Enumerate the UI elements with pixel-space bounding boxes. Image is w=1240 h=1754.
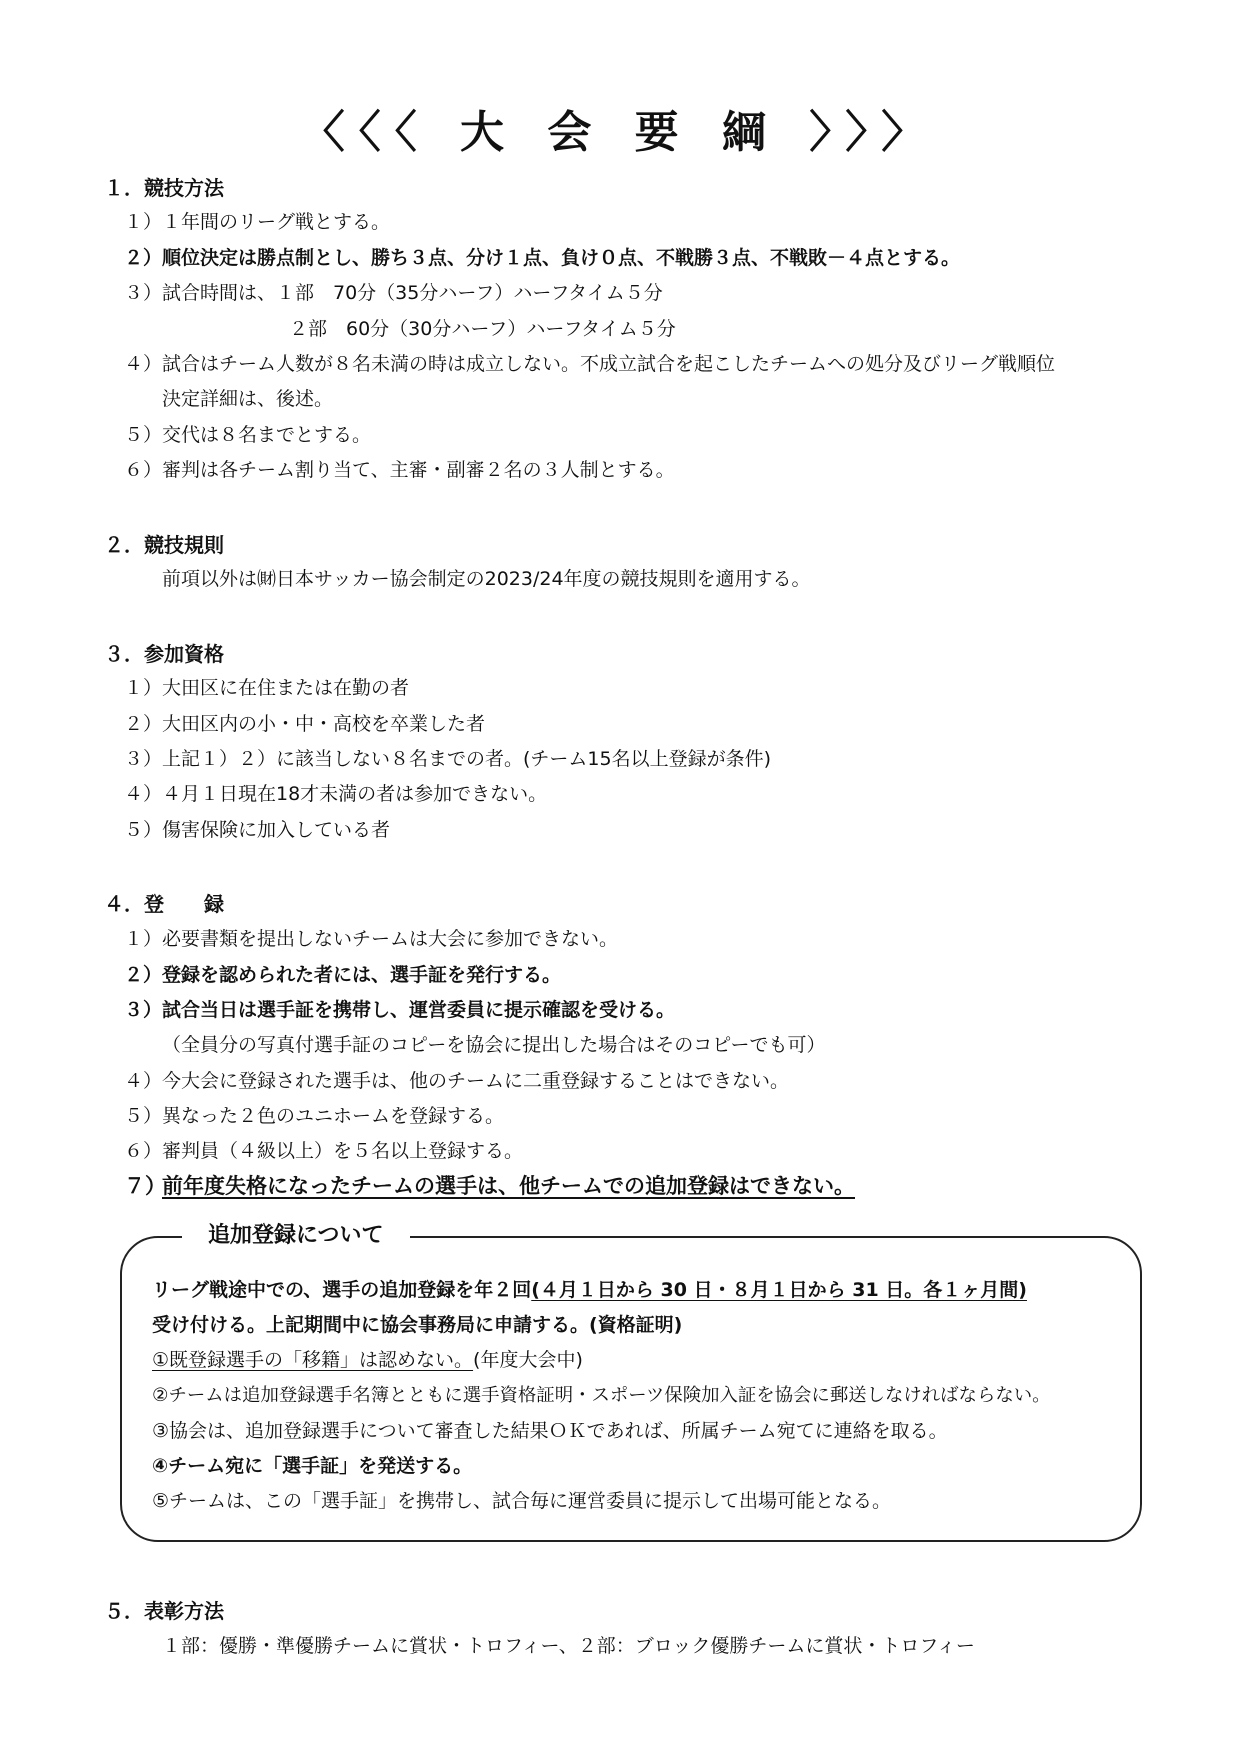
box-line-emphasis: ①既登録選手の「移籍」は認めない。 [152,1349,474,1371]
list-item: ２部 60分（30分ハーフ）ハーフタイム５分 [289,318,676,340]
list-item-emphasis: 前年度失格になったチームの選手は、他チームでの追加登録はできない。 [162,1174,855,1198]
paragraph: １部：優勝・準優勝チームに賞状・トロフィー、２部：ブロック優勝チームに賞状・トロフィー [162,1635,975,1657]
box-line: ⑤チームは、この「選手証」を携帯し、試合毎に運営委員に提示して出場可能となる。 [152,1490,892,1512]
list-item: ６）審判員（４級以上）を５名以上登録する。 [124,1140,524,1162]
list-item: ６）審判は各チーム割り当て、主審・副審２名の３人制とする。 [124,459,675,481]
list-item: ５）異なった２色のユニホームを登録する。 [124,1105,505,1127]
box-line [152,1348,583,1372]
box-line: 受け付ける。上記期間中に協会事務局に申請する。(資格証明) [152,1314,683,1336]
list-item: ５）傷害保険に加入している者 [124,819,391,841]
box-line: ③協会は、追加登録選手について審査した結果ＯＫであれば、所属チーム宛てに連絡を取る。 [152,1420,948,1442]
list-item: １）必要書類を提出しないチームは大会に参加できない。 [124,928,619,950]
list-item: （全員分の写真付選手証のコピーを協会に提出した場合はそのコピーでも可） [162,1034,826,1056]
box-line: ②チームは追加登録選手名簿とともに選手資格証明・スポーツ保険加入証を協会に郵送しなければならない。 [152,1385,1051,1406]
section-heading-awards: ５．表彰方法 [104,1599,224,1623]
list-item: ３）上記１）２）に該当しない８名までの者。(チーム15名以上登録が条件) [124,748,772,770]
list-item: ２）登録を認められた者には、選手証を発行する。 [124,964,562,986]
list-item: ４）４月１日現在18才未満の者は参加できない。 [124,783,548,805]
list-item: ２）大田区内の小・中・高校を卒業した者 [124,713,486,735]
list-item: ３）試合時間は、１部 70分（35分ハーフ）ハーフタイム５分 [124,282,663,304]
box-line-emphasis: (４月１日から 30 日・８月１日から 31 日。各１ヶ月間) [531,1279,1027,1301]
list-item-number: ７） [124,1174,166,1198]
list-item: ３）試合当日は選手証を携帯し、運営委員に提示確認を受ける。 [124,999,676,1021]
box-line [152,1278,1027,1302]
section-heading-competition-rules: ２．競技規則 [104,533,224,557]
paragraph: 前項以外は㈶日本サッカー協会制定の2023/24年度の競技規則を適用する。 [162,568,811,590]
list-item: ４）試合はチーム人数が８名未満の時は成立しない。不成立試合を起こしたチームへの処分及びリーグ戦順位 [124,353,1056,375]
list-item: １）１年間のリーグ戦とする。 [124,211,391,233]
page-title: 〈〈〈 大 会 要 綱 〉〉〉 [300,107,940,158]
section-heading-registration: ４．登 録 [104,892,224,916]
box-line-text: リーグ戦途中での、選手の追加登録を年２回 [152,1279,532,1301]
list-item: ５）交代は８名までとする。 [124,424,372,446]
box-line: ④チーム宛に「選手証」を発送する。 [152,1455,473,1477]
box-line-text: (年度大会中) [473,1349,583,1371]
list-item: １）大田区に在住または在勤の者 [124,677,410,699]
section-heading-eligibility: ３．参加資格 [104,642,224,666]
list-item: ２）順位決定は勝点制とし、勝ち３点、分け１点、負け０点、不戦勝３点、不戦敗－４点とする。 [124,247,961,269]
section-heading-competition-method: １．競技方法 [104,176,224,200]
list-item: 決定詳細は、後述。 [162,388,334,410]
box-title: 追加登録について [182,1222,410,1250]
list-item: ４）今大会に登録された選手は、他のチームに二重登録することはできない。 [124,1070,790,1092]
